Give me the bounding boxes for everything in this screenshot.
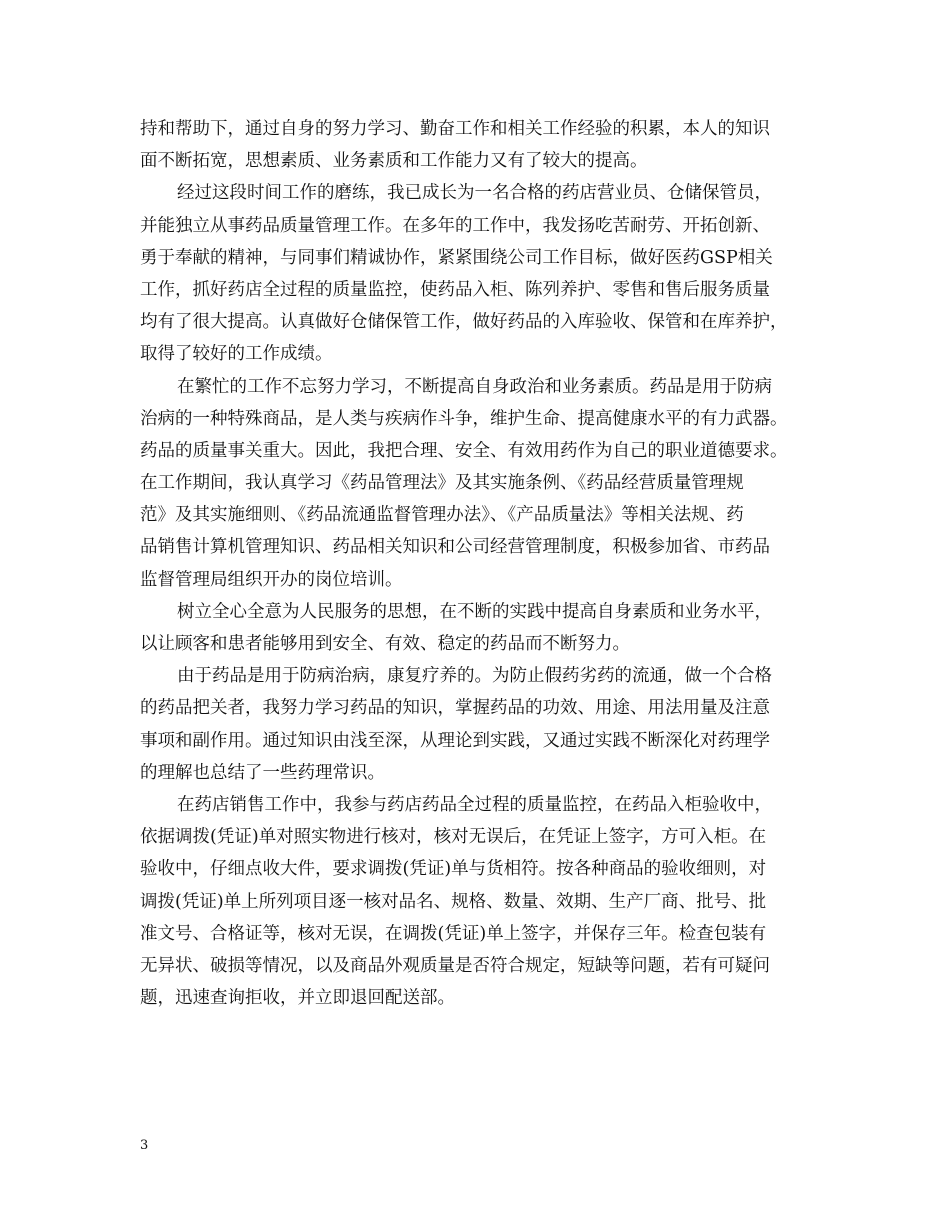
text-line: 的药品把关者，我努力学习药品的知识，掌握药品的功效、用途、用法用量及注意 — [140, 698, 770, 719]
text-line: 无异状、破损等情况，以及商品外观质量是否符合规定，短缺等问题，若有可疑问 — [140, 955, 770, 976]
text-line: 验收中，仔细点收大件，要求调拨(凭证)单与货相符。按各种商品的验收细则，对 — [140, 859, 767, 880]
text-line: 事项和副作用。通过知识由浅至深，从理论到实践，又通过实践不断深化对药理学 — [140, 730, 770, 751]
text-line: 在工作期间，我认真学习《药品管理法》及其实施条例、《药品经营质量管理规 — [140, 473, 744, 494]
paragraph — [140, 596, 820, 660]
body-text — [140, 113, 820, 1014]
text-line: 取得了较好的工作成绩。 — [140, 344, 333, 365]
text-line: 依据调拨(凭证)单对照实物进行核对，核对无误后，在凭证上签字，方可入柜。在 — [140, 827, 767, 848]
text-line: 以让顾客和患者能够用到安全、有效、稳定的药品而不断努力。 — [140, 634, 630, 654]
text-line: 的理解也总结了一些药理常识。 — [140, 762, 385, 783]
text-line: 准文号、合格证等，核对无误，在调拨(凭证)单上签字，并保存三年。检查包装有 — [140, 923, 767, 944]
text-line: 并能独立从事药品质量管理工作。在多年的工作中，我发扬吃苦耐劳、开拓创新、 — [140, 215, 770, 236]
text-line: 题，迅速查询拒收，并立即退回配送部。 — [140, 988, 455, 1009]
paragraph — [140, 789, 820, 1014]
paragraph — [140, 113, 820, 177]
text-line: 调拨(凭证)单上所列项目逐一核对品名、规格、数量、效期、生产厂商、批号、批 — [140, 891, 767, 912]
paragraph — [140, 660, 820, 789]
page-number: 3 — [140, 1138, 149, 1153]
text-line: 勇于奉献的精神，与同事们精诚协作，紧紧围绕公司工作目标，做好医药GSP相关 — [140, 247, 773, 268]
text-line: 经过这段时间工作的磨练，我已成长为一名合格的药店营业员、仓储保管员， — [177, 183, 772, 204]
paragraph — [140, 371, 820, 596]
text-line: 面不断拓宽，思想素质、业务素质和工作能力又有了较大的提高。 — [140, 151, 648, 172]
text-line: 监督管理局组织开办的岗位培训。 — [140, 569, 403, 590]
text-line: 药品的质量事关重大。因此，我把合理、安全、有效用药作为自己的职业道德要求。 — [140, 440, 788, 461]
text-line: 范》及其实施细则、《药品流通监督管理办法》、《产品质量法》等相关法规、药 — [140, 505, 744, 526]
text-line: 治病的一种特殊商品，是人类与疾病作斗争，维护生命、提高健康水平的有力武器。 — [140, 408, 788, 429]
text-line: 在药店销售工作中，我参与药店药品全过程的质量监控，在药品入柜验收中， — [177, 794, 772, 815]
text-line: 工作，抓好药店全过程的质量监控，使药品入柜、陈列养护、零售和售后服务质量 — [140, 279, 770, 300]
text-line: 品销售计算机管理知识、药品相关知识和公司经营管理制度，积极参加省、市药品 — [140, 537, 770, 558]
text-line: 由于药品是用于防病治病，康复疗养的。为防止假药劣药的流通，做一个合格 — [177, 666, 772, 687]
text-line: 均有了很大提高。认真做好仓储保管工作，做好药品的入库验收、保管和在库养护， — [140, 312, 788, 333]
text-line: 持和帮助下，通过自身的努力学习、勤奋工作和相关工作经验的积累，本人的知识 — [140, 119, 770, 139]
paragraph — [140, 177, 820, 370]
text-line: 在繁忙的工作不忘努力学习，不断提高自身政治和业务素质。药品是用于防病 — [177, 376, 772, 397]
text-line: 树立全心全意为人民服务的思想，在不断的实践中提高自身素质和业务水平， — [177, 601, 772, 622]
